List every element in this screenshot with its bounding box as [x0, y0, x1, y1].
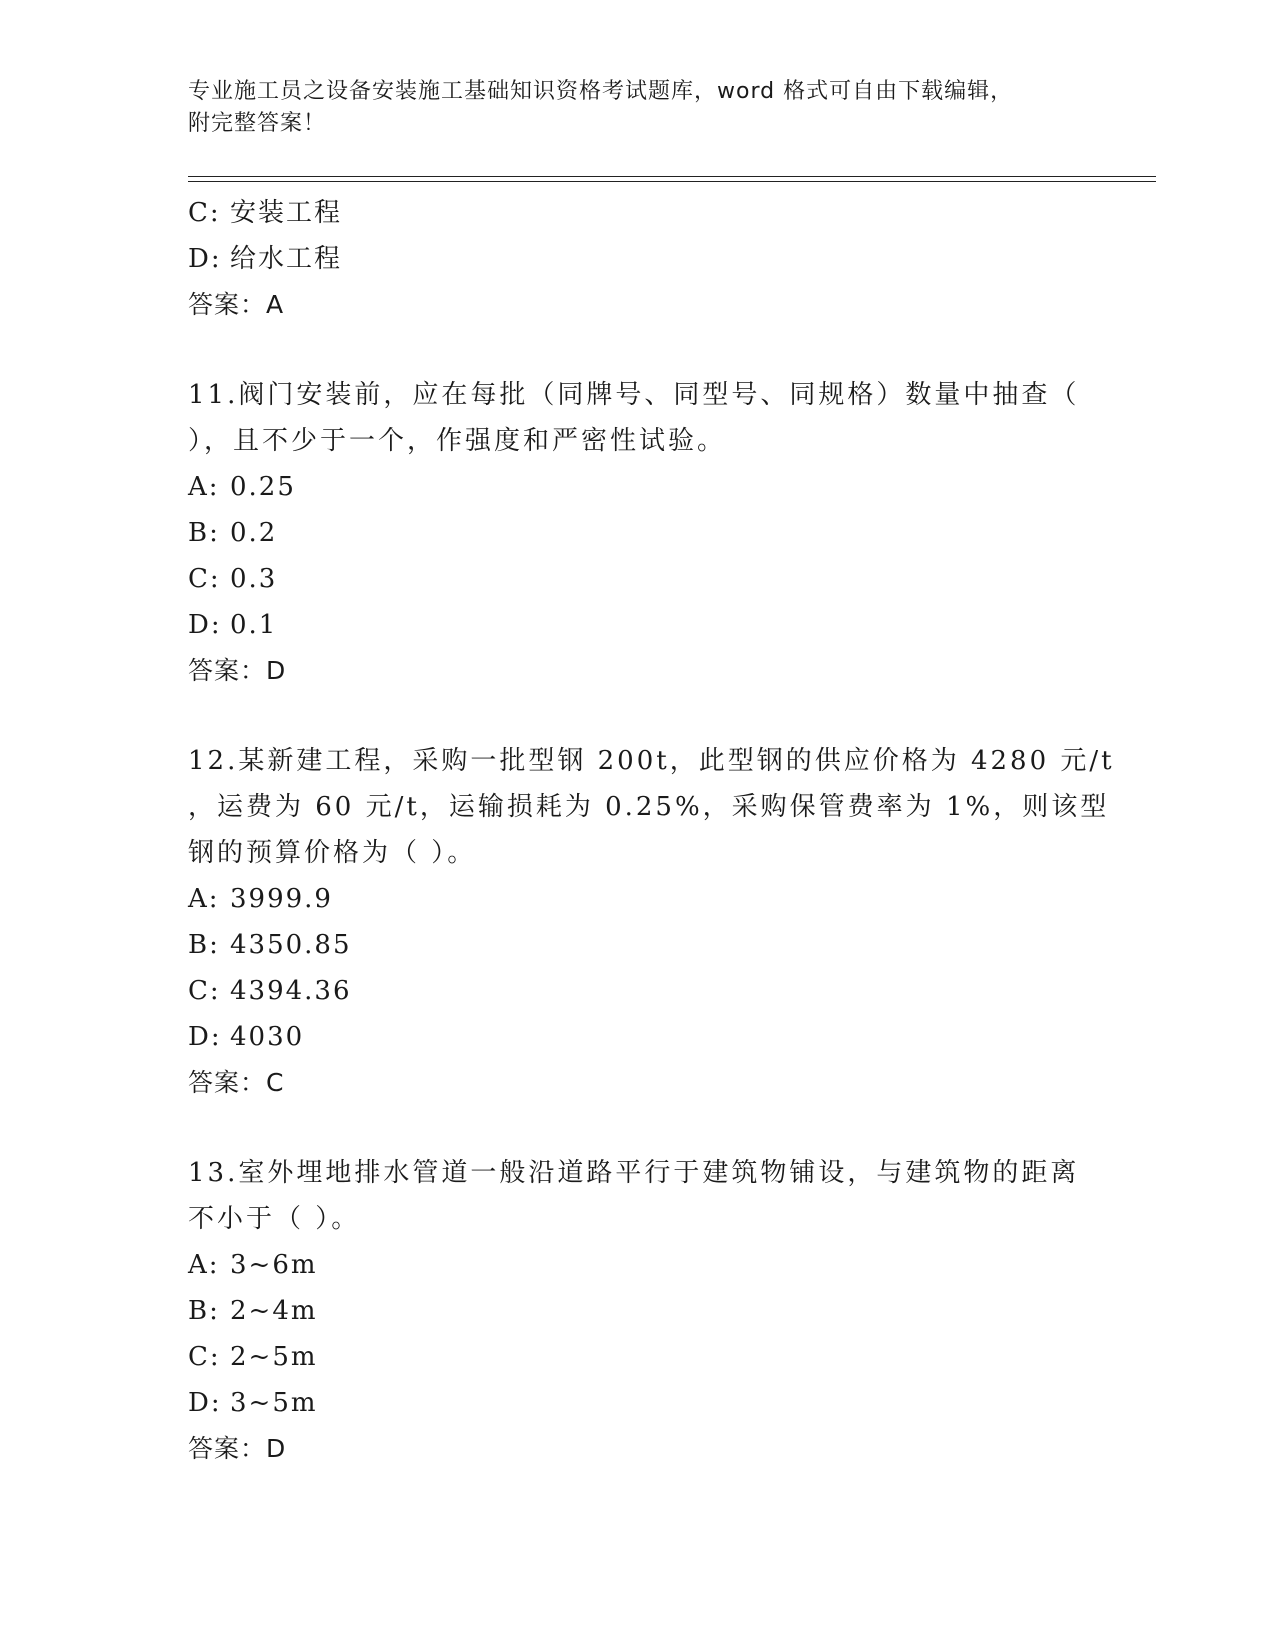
header-divider-top [188, 176, 1156, 177]
option-text: 0.25 [230, 472, 296, 502]
option-letter: A: [188, 884, 220, 914]
option-line [188, 1242, 1088, 1288]
answer-line: 答案：D [188, 656, 287, 685]
option-letter: D: [188, 1022, 222, 1052]
header-line-2: 附完整答案！ [188, 111, 327, 136]
option-letter: B: [188, 1296, 220, 1326]
option-line [188, 464, 1088, 510]
spacer [188, 328, 1088, 372]
option-letter: C: [188, 1342, 221, 1372]
option-letter: B: [188, 930, 220, 960]
spacer [188, 1106, 1088, 1150]
document-header [188, 76, 1088, 140]
answer-line: 答案：C [188, 1068, 285, 1097]
question-text: 不小于（ ）。 [188, 1204, 361, 1234]
header-line-1: 专业施工员之设备安装施工基础知识资格考试题库，word 格式可自由下载编辑， [188, 79, 1014, 104]
option-line [188, 510, 1088, 556]
option-text: 3~5m [230, 1388, 318, 1418]
option-line [188, 922, 1088, 968]
option-text: 0.2 [230, 518, 278, 548]
spacer [188, 694, 1088, 738]
question-text: ，运费为 60 元/t，运输损耗为 0.25%，采购保管费率为 1%，则该型 [188, 792, 1110, 822]
option-letter: D: [188, 610, 222, 640]
option-text: 0.1 [230, 610, 278, 640]
option-line [188, 876, 1088, 922]
option-text: 4394.36 [230, 976, 352, 1006]
option-line [188, 1334, 1088, 1380]
option-line [188, 1288, 1088, 1334]
option-text: 0.3 [230, 564, 278, 594]
option-text: 3~6m [230, 1250, 318, 1280]
option-text: 4350.85 [230, 930, 352, 960]
option-letter: D: [188, 1388, 222, 1418]
option-text: 2~5m [230, 1342, 318, 1372]
option-text: 3999.9 [230, 884, 333, 914]
option-line [188, 236, 1088, 282]
option-letter: C: [188, 198, 221, 228]
option-letter: A: [188, 1250, 220, 1280]
option-text: 2~4m [230, 1296, 318, 1326]
option-letter: C: [188, 976, 221, 1006]
option-letter: D: [188, 244, 222, 274]
question-text: 12.某新建工程，采购一批型钢 200t，此型钢的供应价格为 4280 元/t [188, 746, 1115, 776]
option-text: 4030 [230, 1022, 305, 1052]
option-line [188, 968, 1088, 1014]
question-text: 11.阀门安装前，应在每批（同牌号、同型号、同规格）数量中抽查（ [188, 380, 1080, 410]
question-text: 钢的预算价格为（ ）。 [188, 838, 477, 868]
option-letter: B: [188, 518, 220, 548]
option-line [188, 556, 1088, 602]
option-line [188, 602, 1088, 648]
question-text: ），且不少于一个，作强度和严密性试验。 [188, 426, 727, 456]
option-line [188, 190, 1088, 236]
option-text: 安装工程 [230, 198, 343, 228]
option-line [188, 1380, 1088, 1426]
option-letter: A: [188, 472, 220, 502]
header-divider-bottom [188, 181, 1156, 182]
question-list [188, 190, 1115, 1472]
option-letter: C: [188, 564, 221, 594]
option-text: 给水工程 [230, 244, 343, 274]
answer-line: 答案：D [188, 1434, 287, 1463]
answer-line: 答案：A [188, 290, 285, 319]
question-text: 13.室外埋地排水管道一般沿道路平行于建筑物铺设，与建筑物的距离 [188, 1158, 1080, 1188]
option-line [188, 1014, 1088, 1060]
